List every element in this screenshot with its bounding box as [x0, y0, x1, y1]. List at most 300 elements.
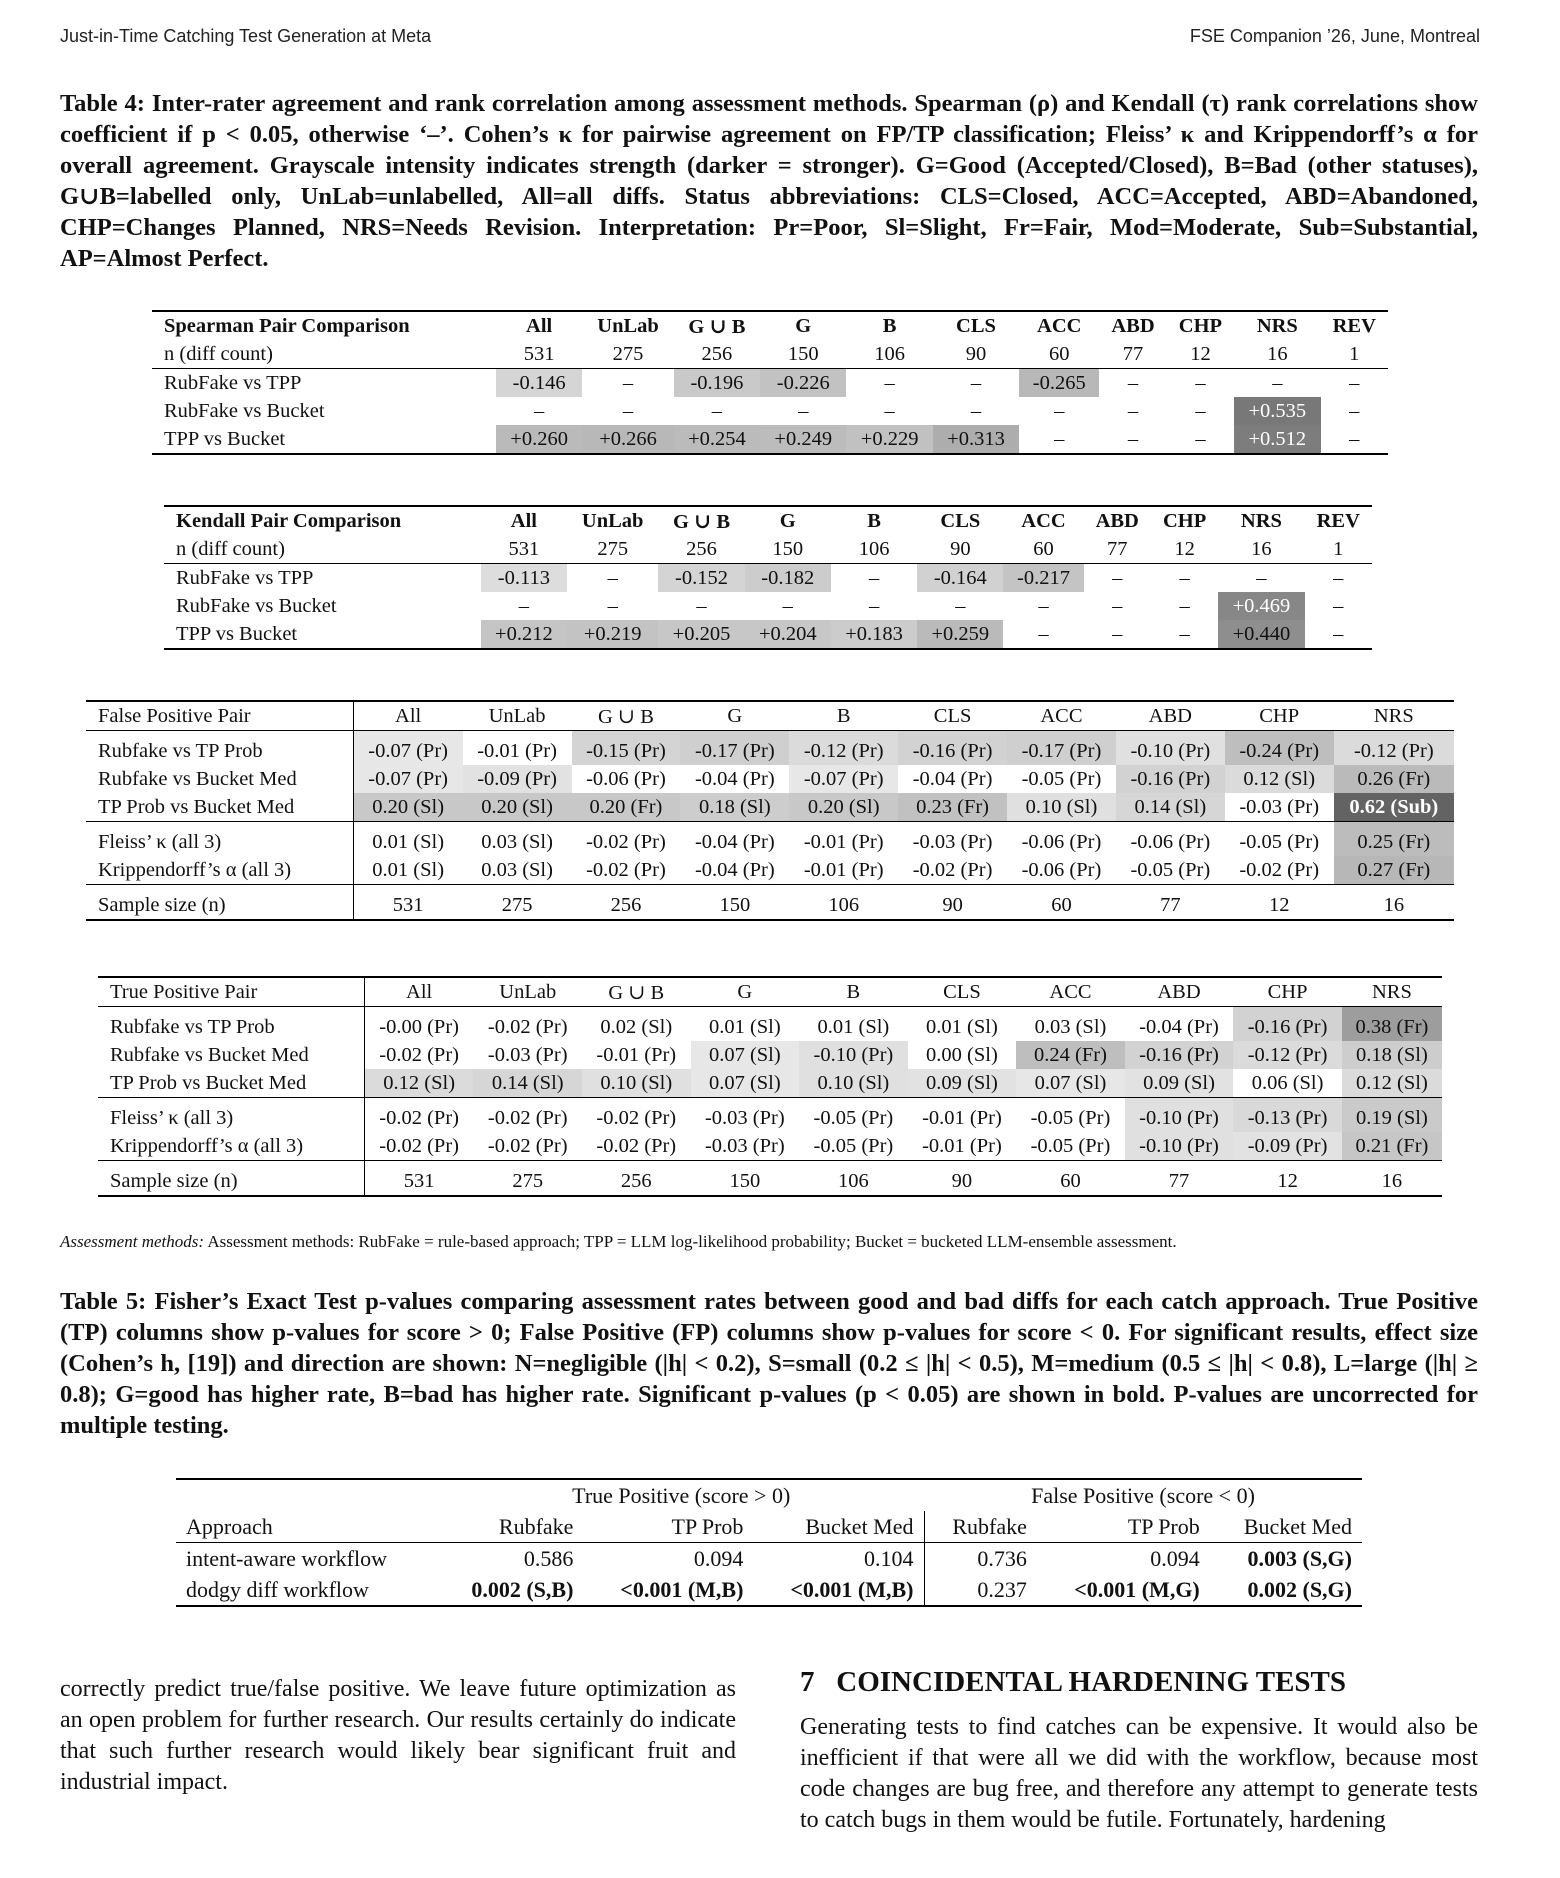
- value-cell: -0.164: [917, 564, 1003, 593]
- value-cell: –: [868, 594, 880, 617]
- value-cell: -0.02 (Pr): [487, 1134, 568, 1157]
- value-cell: 0.01 (Sl): [799, 1007, 908, 1042]
- value-cell: –: [518, 594, 530, 617]
- value-cell: –: [955, 594, 966, 617]
- sample-cell: 90: [908, 1161, 1017, 1197]
- value-cell: 0.07 (Sl): [691, 1041, 800, 1069]
- column-header: NRS: [1218, 506, 1304, 535]
- n-cell: 16: [1251, 537, 1272, 560]
- row-label: Sample size (n): [98, 1161, 364, 1197]
- value-cell: -0.00 (Pr): [364, 1007, 473, 1042]
- p-value-cell: 0.094: [583, 1543, 753, 1575]
- value-cell: -0.01 (Pr): [596, 1043, 677, 1066]
- table-title: True Positive Pair: [98, 977, 364, 1007]
- row-label: TP Prob vs Bucket Med: [98, 1069, 364, 1098]
- value-cell: +0.183: [831, 620, 917, 649]
- column-header: G: [691, 977, 800, 1007]
- value-cell: -0.06 (Pr): [1021, 858, 1102, 881]
- value-cell: 0.01 (Sl): [908, 1007, 1017, 1042]
- value-cell: –: [607, 594, 618, 617]
- sample-cell: 12: [1233, 1161, 1342, 1197]
- value-cell: 0.03 (Sl): [481, 858, 553, 881]
- sample-cell: 16: [1342, 1161, 1442, 1197]
- column-header: ACC: [1016, 977, 1125, 1007]
- sample-cell: 275: [463, 885, 572, 921]
- sample-cell: 275: [473, 1161, 582, 1197]
- spearman-header-row: [152, 311, 1388, 340]
- column-header: G: [745, 506, 831, 535]
- row-label: Rubfake vs TP Prob: [86, 731, 353, 766]
- value-cell: 0.12 (Sl): [1342, 1069, 1442, 1098]
- value-cell: -0.04 (Pr): [694, 858, 775, 881]
- table-row: [86, 765, 1454, 793]
- n-cell: 150: [772, 537, 804, 560]
- value-cell: –: [1321, 369, 1389, 398]
- table5-caption: Table 5: Fisher’s Exact Test p-values comparing assessment rates between good and bad diffs for each catch approach. True Positive (TP) columns show p-values for score > 0; False Positive (FP) columns show p-values for score < 0. For significant results, effect size (Cohen’s h, [19]) and direction are shown: N=negligible (|h| < 0.2), S=small (0.2 ≤ |h| < 0.5), M=medium (0.5 ≤ |h| < 0.8), L=large (|h| ≥ 0.8); G=good has higher rate, B=bad has higher rate. Significant p-values (p < 0.05) are shown in bold. P-values are uncorrected for multiple testing.: [60, 1288, 1478, 1439]
- value-cell: -0.01 (Pr): [789, 822, 898, 857]
- value-cell: -0.24 (Pr): [1225, 731, 1334, 766]
- column-header: Rubfake: [952, 1513, 1027, 1539]
- value-cell: –: [1218, 564, 1304, 593]
- value-cell: –: [1333, 594, 1344, 617]
- value-cell: 0.19 (Sl): [1342, 1098, 1442, 1133]
- value-cell: 0.01 (Sl): [691, 1007, 800, 1042]
- sample-cell: 106: [789, 885, 898, 921]
- value-cell: -0.01 (Pr): [908, 1098, 1017, 1133]
- value-cell: +0.469: [1218, 592, 1304, 620]
- value-cell: +0.204: [745, 620, 831, 649]
- value-cell: –: [798, 399, 809, 422]
- column-header: CLS: [898, 701, 1007, 731]
- value-cell: -0.16 (Pr): [898, 731, 1007, 766]
- p-value-cell: 0.003 (S,G): [1210, 1543, 1362, 1575]
- table4-note: Assessment methods: Assessment methods: RubFake = rule-based approach; TPP = LLM log-likelihood probability; Bucket = bucketed LLM-ensemble assessment.: [60, 1232, 1177, 1251]
- value-cell: -0.05 (Pr): [813, 1134, 894, 1157]
- value-cell: –: [1099, 425, 1166, 454]
- value-cell: -0.10 (Pr): [799, 1041, 908, 1069]
- value-cell: -0.02 (Pr): [582, 1098, 691, 1133]
- value-cell: 0.20 (Fr): [572, 793, 681, 822]
- value-cell: –: [1038, 594, 1049, 617]
- column-header: B: [846, 311, 932, 340]
- group-header-tp: True Positive (score > 0): [438, 1479, 924, 1511]
- value-cell: –: [1151, 564, 1218, 593]
- value-cell: 0.10 (Sl): [582, 1069, 691, 1098]
- value-cell: -0.02 (Pr): [596, 1134, 677, 1157]
- spearman-n-row: [152, 340, 1388, 369]
- column-header: UnLab: [473, 977, 582, 1007]
- row-label: Fleiss’ κ (all 3): [86, 822, 353, 857]
- value-cell: -0.07 (Pr): [353, 765, 463, 793]
- value-cell: -0.03 (Pr): [691, 1098, 800, 1133]
- value-cell: –: [970, 399, 982, 422]
- value-cell: -0.05 (Pr): [1016, 1098, 1125, 1133]
- column-header: ABD: [1099, 311, 1166, 340]
- value-cell: -0.02 (Pr): [586, 858, 666, 881]
- n-cell: 275: [597, 537, 629, 560]
- row-label: RubFake vs TPP: [164, 564, 481, 593]
- value-cell: +0.205: [658, 620, 744, 649]
- value-cell: +0.260: [496, 425, 582, 454]
- false-positive-table: [86, 700, 1454, 921]
- value-cell: –: [1084, 564, 1151, 593]
- column-header: G ∪ B: [658, 506, 744, 535]
- table-row: [164, 620, 1372, 649]
- column-header: TP Prob: [671, 1513, 744, 1539]
- value-cell: -0.09 (Pr): [463, 765, 572, 793]
- value-cell: –: [1099, 369, 1166, 398]
- value-cell: -0.12 (Pr): [1334, 731, 1454, 766]
- value-cell: -0.01 (Pr): [463, 731, 572, 766]
- value-cell: 0.02 (Sl): [582, 1007, 691, 1042]
- value-cell: -0.15 (Pr): [572, 731, 681, 766]
- n-cell: 106: [858, 537, 890, 560]
- value-cell: -0.10 (Pr): [1125, 1098, 1234, 1133]
- value-cell: –: [933, 369, 1019, 398]
- sample-cell: 90: [898, 885, 1007, 921]
- value-cell: 0.26 (Fr): [1334, 765, 1454, 793]
- value-cell: -0.06 (Pr): [586, 767, 666, 790]
- sample-cell: 256: [582, 1161, 691, 1197]
- value-cell: -0.06 (Pr): [1116, 822, 1225, 857]
- n-cell: 90: [965, 342, 987, 365]
- value-cell: -0.05 (Pr): [1021, 767, 1102, 790]
- value-cell: 0.03 (Sl): [463, 822, 572, 857]
- value-cell: –: [696, 594, 707, 617]
- n-cell: 60: [1033, 537, 1054, 560]
- row-label: RubFake vs Bucket: [176, 594, 337, 617]
- sample-cell: 77: [1125, 1161, 1234, 1197]
- value-cell: 0.10 (Sl): [1007, 793, 1116, 822]
- value-cell: –: [782, 594, 793, 617]
- value-cell: –: [1112, 594, 1123, 617]
- value-cell: -0.17 (Pr): [680, 731, 789, 766]
- value-cell: +0.440: [1218, 620, 1304, 649]
- value-cell: 0.00 (Sl): [926, 1043, 998, 1066]
- table-title: Spearman Pair Comparison: [152, 311, 496, 340]
- n-cell: 77: [1122, 342, 1144, 365]
- column-header: G ∪ B: [582, 977, 691, 1007]
- value-cell: -0.152: [658, 564, 744, 593]
- p-value-cell: 0.002 (S,G): [1210, 1574, 1362, 1606]
- p-value-cell: <0.001 (M,G): [1037, 1574, 1210, 1606]
- value-cell: –: [1084, 620, 1151, 649]
- n-cell: 106: [874, 342, 905, 365]
- value-cell: 0.12 (Sl): [364, 1069, 473, 1098]
- value-cell: -0.217: [1003, 564, 1083, 593]
- sample-cell: 60: [1007, 885, 1116, 921]
- value-cell: 0.20 (Sl): [789, 793, 898, 822]
- n-cell: 256: [701, 342, 733, 365]
- value-cell: -0.05 (Pr): [799, 1098, 908, 1133]
- value-cell: –: [582, 369, 673, 398]
- value-cell: -0.146: [496, 369, 582, 398]
- n-cell: 256: [686, 537, 717, 560]
- value-cell: -0.07 (Pr): [789, 765, 898, 793]
- table-row: [98, 1041, 1442, 1069]
- p-value-cell: <0.001 (M,B): [753, 1574, 924, 1606]
- running-header-right: FSE Companion ’26, June, Montreal: [1189, 26, 1480, 46]
- kendall-n-row: [164, 535, 1372, 564]
- n-cell: 275: [612, 342, 644, 365]
- value-cell: 0.62 (Sub): [1334, 793, 1454, 822]
- value-cell: -0.02 (Pr): [364, 1098, 473, 1133]
- column-header: Rubfake: [498, 1513, 574, 1539]
- value-cell: -0.113: [481, 564, 567, 593]
- value-cell: –: [1003, 620, 1083, 649]
- p-value-cell: 0.237: [924, 1574, 1037, 1606]
- value-cell: -0.04 (Pr): [912, 767, 993, 790]
- p-value-cell: 0.736: [924, 1543, 1037, 1575]
- table-row: [164, 564, 1372, 593]
- value-cell: 0.03 (Sl): [1016, 1007, 1125, 1042]
- true_positive-header-row: [98, 977, 1442, 1007]
- column-header: G ∪ B: [572, 701, 681, 731]
- value-cell: –: [1167, 425, 1234, 454]
- n-cell: 60: [1048, 342, 1070, 365]
- value-cell: –: [1151, 620, 1218, 649]
- table-row: [164, 592, 1372, 620]
- value-cell: –: [1305, 620, 1372, 649]
- value-cell: –: [1019, 425, 1099, 454]
- value-cell: -0.06 (Pr): [1007, 822, 1116, 857]
- sample-cell: 531: [353, 885, 463, 921]
- body-left-paragraph: correctly predict true/false positive. We leave future optimization as an open problem for further research. Our results certainly do indicate that such further research would likely bear significant fruit and industrial impact.: [60, 1676, 736, 1795]
- value-cell: 0.21 (Fr): [1342, 1132, 1442, 1161]
- row-label: Sample size (n): [86, 885, 353, 921]
- table-row: [98, 1007, 1442, 1042]
- value-cell: -0.226: [760, 369, 846, 398]
- value-cell: -0.10 (Pr): [1116, 731, 1225, 766]
- table-row: [152, 425, 1388, 454]
- value-cell: -0.10 (Pr): [1125, 1132, 1234, 1161]
- value-cell: 0.20 (Sl): [463, 793, 572, 822]
- section-number: 7: [800, 1666, 815, 1698]
- value-cell: 0.01 (Sl): [372, 858, 445, 881]
- value-cell: 0.18 (Sl): [1342, 1041, 1442, 1069]
- column-header: NRS: [1334, 701, 1454, 731]
- value-cell: –: [1349, 399, 1360, 422]
- group-header-fp: False Positive (score < 0): [924, 1479, 1362, 1511]
- value-cell: -0.07 (Pr): [353, 731, 463, 766]
- value-cell: -0.17 (Pr): [1007, 731, 1116, 766]
- sample-size-row: [98, 1161, 1442, 1197]
- value-cell: 0.12 (Sl): [1225, 765, 1334, 793]
- row-label: TP Prob vs Bucket Med: [86, 793, 353, 822]
- section-heading: [800, 1666, 1346, 1699]
- group-header-row: [176, 1479, 1362, 1511]
- p-value-cell: 0.586: [438, 1543, 583, 1575]
- value-cell: -0.13 (Pr): [1233, 1098, 1342, 1133]
- value-cell: -0.02 (Pr): [379, 1043, 459, 1066]
- n-cell: 531: [523, 342, 555, 365]
- row-label: Krippendorff’s α (all 3): [98, 1132, 364, 1161]
- table-title: False Positive Pair: [86, 701, 353, 731]
- fisher-table: [176, 1478, 1362, 1607]
- n-cell: 16: [1267, 342, 1288, 365]
- column-header: Bucket Med: [1243, 1513, 1352, 1539]
- empty-cell: [176, 1479, 438, 1511]
- value-cell: –: [1127, 399, 1139, 422]
- row-label: Krippendorff’s α (all 3): [86, 856, 353, 885]
- table4-note-text: Assessment methods: RubFake = rule-based approach; TPP = LLM log-likelihood probability; Bucket = bucketed LLM-ensemble assessment.: [207, 1232, 1177, 1251]
- table4-caption: Table 4: Inter-rater agreement and rank correlation among assessment methods. Spearman (ρ) and Kendall (τ) rank correlations show coefficient if p < 0.05, otherwise ‘–’. Cohen’s κ for pairwise agreement on FP/TP classification; Fleiss’ κ and Krippendorff’s α for overall agreement. Grayscale intensity indicates strength (darker = stronger). G=Good (Accepted/Closed), B=Bad (other statuses), G∪B=labelled only, UnLab=unlabelled, All=all diffs. Status abbreviations: CLS=Closed, ACC=Accepted, ABD=Abandoned, CHP=Changes Planned, NRS=Needs Revision. Interpretation: Pr=Poor, Sl=Slight, Fr=Fair, Mod=Moderate, Sub=Substantial, AP=Almost Perfect.: [60, 90, 1478, 272]
- column-header: B: [831, 506, 917, 535]
- n-label: n (diff count): [164, 342, 273, 365]
- column-header: G ∪ B: [674, 311, 760, 340]
- value-cell: 0.20 (Sl): [353, 793, 463, 822]
- value-cell: -0.03 (Pr): [898, 822, 1007, 857]
- column-header: UnLab: [463, 701, 572, 731]
- column-header: All: [496, 311, 582, 340]
- column-header: ACC: [1019, 311, 1099, 340]
- value-cell: –: [1305, 564, 1372, 593]
- table-row: [176, 1543, 1362, 1575]
- value-cell: -0.03 (Pr): [1239, 795, 1320, 818]
- value-cell: –: [534, 399, 545, 422]
- value-cell: +0.535: [1234, 397, 1320, 425]
- value-cell: 0.25 (Fr): [1334, 822, 1454, 857]
- n-cell: 77: [1106, 537, 1128, 560]
- table-row: [176, 1574, 1362, 1606]
- value-cell: +0.249: [760, 425, 846, 454]
- value-cell: -0.02 (Pr): [473, 1007, 582, 1042]
- column-header-row: [176, 1511, 1362, 1543]
- p-value-cell: 0.104: [753, 1543, 924, 1575]
- value-cell: –: [1234, 369, 1320, 398]
- value-cell: –: [711, 399, 723, 422]
- value-cell: 0.09 (Sl): [1125, 1069, 1234, 1098]
- table-row: [152, 369, 1388, 398]
- value-cell: -0.04 (Pr): [680, 822, 789, 857]
- value-cell: –: [567, 564, 658, 593]
- sample-cell: 256: [572, 885, 681, 921]
- kendall-table: [164, 505, 1372, 650]
- n-cell: 150: [787, 342, 819, 365]
- value-cell: -0.196: [674, 369, 760, 398]
- table-title: Kendall Pair Comparison: [164, 506, 481, 535]
- n-cell: 1: [1349, 342, 1360, 365]
- row-label: intent-aware workflow: [176, 1543, 438, 1575]
- value-cell: 0.09 (Sl): [908, 1069, 1017, 1098]
- row-label: Fleiss’ κ (all 3): [98, 1098, 364, 1133]
- row-label: Rubfake vs Bucket Med: [98, 1041, 364, 1069]
- p-value-cell: 0.094: [1037, 1543, 1210, 1575]
- column-header: CLS: [933, 311, 1019, 340]
- row-label: RubFake vs TPP: [152, 369, 496, 398]
- sample-cell: 150: [680, 885, 789, 921]
- column-header: G: [680, 701, 789, 731]
- value-cell: +0.259: [917, 620, 1003, 649]
- sample-cell: 106: [799, 1161, 908, 1197]
- value-cell: -0.02 (Pr): [1239, 858, 1320, 881]
- value-cell: -0.05 (Pr): [1225, 822, 1334, 857]
- column-header: ACC: [1003, 506, 1083, 535]
- column-header: NRS: [1234, 311, 1320, 340]
- row-label: dodgy diff workflow: [176, 1574, 438, 1606]
- value-cell: 0.14 (Sl): [1116, 793, 1225, 822]
- row-label: TPP vs Bucket: [152, 425, 496, 454]
- n-label: n (diff count): [176, 537, 285, 560]
- body-right-paragraph: Generating tests to find catches can be expensive. It would also be inefficient if that were all we did with the workflow, because most code changes are bug free, and therefore any attempt to generate tests to catch bugs in them would be futile. Fortunately, hardening: [800, 1714, 1478, 1833]
- table-row: [86, 793, 1454, 822]
- value-cell: 0.06 (Sl): [1251, 1071, 1324, 1094]
- value-cell: -0.12 (Pr): [1233, 1041, 1342, 1069]
- value-cell: -0.12 (Pr): [789, 731, 898, 766]
- column-header: Approach: [186, 1513, 273, 1539]
- value-cell: -0.265: [1019, 369, 1099, 398]
- value-cell: -0.01 (Pr): [803, 858, 884, 881]
- table-row: [152, 397, 1388, 425]
- p-value-cell: <0.001 (M,B): [583, 1574, 753, 1606]
- spearman-table: [152, 310, 1388, 455]
- value-cell: 0.10 (Sl): [799, 1069, 908, 1098]
- column-header: CHP: [1151, 506, 1218, 535]
- value-cell: -0.05 (Pr): [1130, 858, 1211, 881]
- value-cell: –: [831, 564, 917, 593]
- value-cell: –: [622, 399, 634, 422]
- value-cell: -0.02 (Pr): [473, 1098, 582, 1133]
- true-positive-table: [98, 976, 1442, 1197]
- n-cell: 1: [1333, 537, 1344, 560]
- p-value-cell: 0.002 (S,B): [438, 1574, 583, 1606]
- table-row: [98, 1098, 1442, 1133]
- running-header-left: Just-in-Time Catching Test Generation at Meta: [60, 26, 432, 46]
- sample-cell: 77: [1116, 885, 1225, 921]
- sample-cell: 150: [691, 1161, 800, 1197]
- value-cell: -0.03 (Pr): [487, 1043, 568, 1066]
- value-cell: -0.04 (Pr): [1125, 1007, 1234, 1042]
- n-cell: 12: [1174, 537, 1195, 560]
- value-cell: +0.512: [1234, 425, 1320, 454]
- value-cell: +0.219: [567, 620, 658, 649]
- value-cell: –: [1167, 369, 1234, 398]
- column-header: All: [364, 977, 473, 1007]
- row-label: Rubfake vs Bucket Med: [86, 765, 353, 793]
- value-cell: –: [846, 369, 932, 398]
- column-header: UnLab: [582, 311, 673, 340]
- column-header: All: [353, 701, 463, 731]
- value-cell: 0.38 (Fr): [1342, 1007, 1442, 1042]
- table-row: [86, 731, 1454, 766]
- column-header: CLS: [908, 977, 1017, 1007]
- value-cell: 0.23 (Fr): [898, 793, 1007, 822]
- column-header: G: [760, 311, 846, 340]
- value-cell: -0.01 (Pr): [922, 1134, 1002, 1157]
- column-header: CLS: [917, 506, 1003, 535]
- value-cell: –: [1321, 425, 1389, 454]
- value-cell: –: [1195, 399, 1206, 422]
- n-cell: 12: [1190, 342, 1211, 365]
- sample-cell: 60: [1016, 1161, 1125, 1197]
- column-header: REV: [1305, 506, 1372, 535]
- table-row: [98, 1069, 1442, 1098]
- column-header: UnLab: [567, 506, 658, 535]
- section-title: COINCIDENTAL HARDENING TESTS: [836, 1666, 1347, 1698]
- column-header: All: [481, 506, 567, 535]
- sample-cell: 16: [1334, 885, 1454, 921]
- value-cell: -0.04 (Pr): [694, 767, 775, 790]
- value-cell: –: [1179, 594, 1190, 617]
- row-label: RubFake vs Bucket: [164, 399, 325, 422]
- table-row: [98, 1132, 1442, 1161]
- value-cell: -0.16 (Pr): [1125, 1041, 1234, 1069]
- row-label: Rubfake vs TP Prob: [98, 1007, 364, 1042]
- column-header: TP Prob: [1127, 1513, 1200, 1539]
- row-label: TPP vs Bucket: [164, 620, 481, 649]
- column-header: CHP: [1233, 977, 1342, 1007]
- n-cell: 531: [508, 537, 540, 560]
